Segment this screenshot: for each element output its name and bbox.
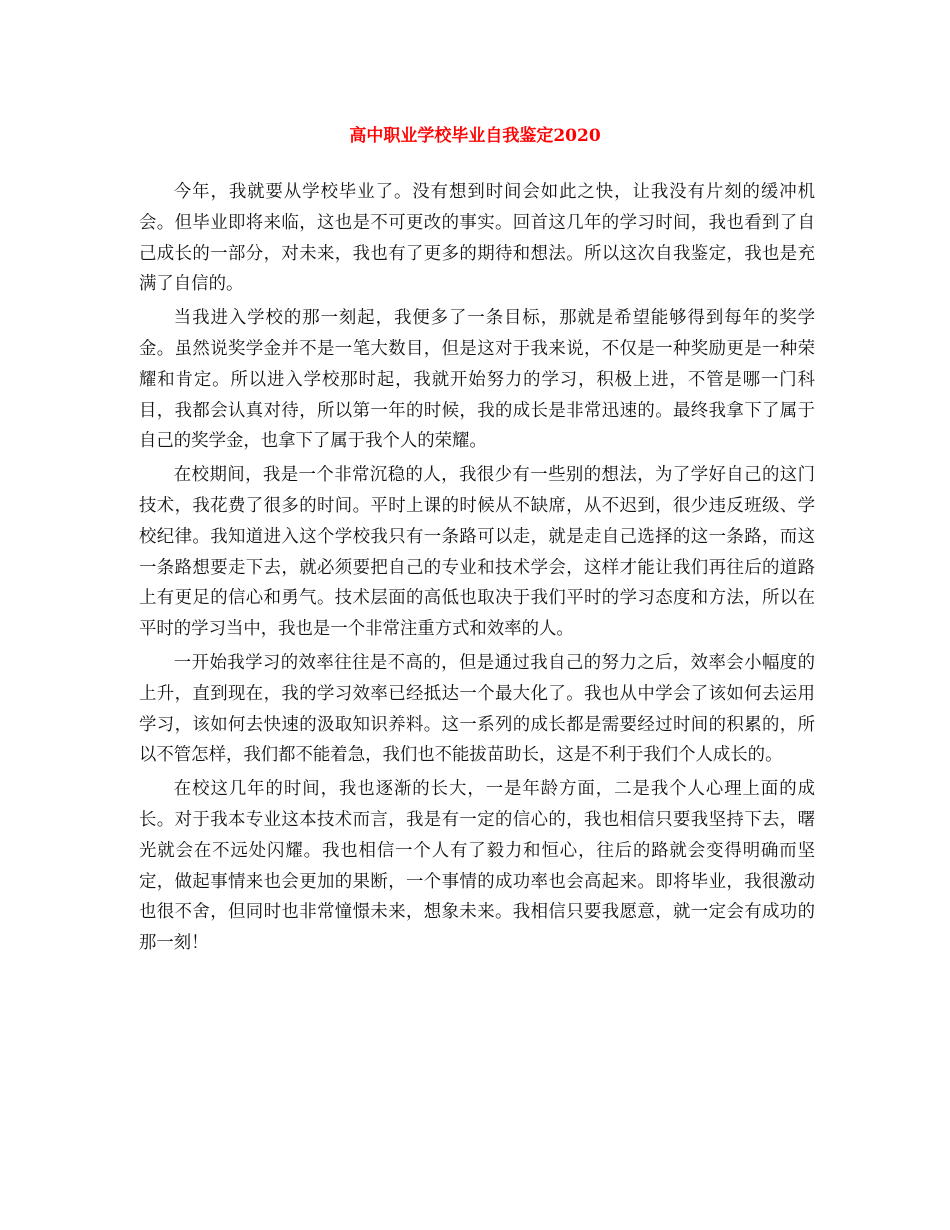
paragraph-1: 今年，我就要从学校毕业了。没有想到时间会如此之快，让我没有片刻的缓冲机会。但毕业即将来临，这也是不可更改的事实。回首这几年的学习时间，我也看到了自己成长的一部分，对未来，我也有了更多的期待和想法。所以这次自我鉴定，我也是充满了自信的。 xyxy=(139,182,815,295)
paragraph-5: 在校这几年的时间，我也逐渐的长大，一是年龄方面，二是我个人心理上面的成长。对于我本专业这本技术而言，我是有一定的信心的，我也相信只要我坚持下去，曙光就会在不远处闪耀。我也相信一个人有了毅力和恒心，往后的路就会变得明确而坚定，做起事情来也会更加的果断，一个事情的成功率也会高起来。即将毕业，我很激动也很不舍，但同时也非常憧憬未来，想象未来。我相信只要我愿意，就一定会有成功的那一刻！ xyxy=(139,779,815,954)
paragraph-4: 一开始我学习的效率往往是不高的，但是通过我自己的努力之后，效率会小幅度的上升，直到现在，我的学习效率已经抵达一个最大化了。我也从中学会了该如何去运用学习，该如何去快速的汲取知识养料。这一系列的成长都是需要经过时间的积累的，所以不管怎样，我们都不能着急，我们也不能拔苗助长，这是不利于我们个人成长的。 xyxy=(139,652,815,766)
document-body xyxy=(139,177,815,962)
paragraph-2: 当我进入学校的那一刻起，我便多了一条目标，那就是希望能够得到每年的奖学金。虽然说奖学金并不是一笔大数目，但是这对于我来说，不仅是一种奖励更是一种荣耀和肯定。所以进入学校那时起，我就开始努力的学习，积极上进，不管是哪一门科目，我都会认真对待，所以第一年的时候，我的成长是非常迅速的。最终我拿下了属于自己的奖学金，也拿下了属于我个人的荣耀。 xyxy=(139,308,815,452)
document-title: 高中职业学校毕业自我鉴定2020 xyxy=(349,126,601,146)
paragraph-3: 在校期间，我是一个非常沉稳的人，我很少有一些别的想法，为了学好自己的这门技术，我花费了很多的时间。平时上课的时候从不缺席，从不迟到，很少违反班级、学校纪律。我知道进入这个学校我只有一条路可以走，就是走自己选择的这一条路，而这一条路想要走下去，就必须要把自己的专业和技术学会，这样才能让我们再往后的道路上有更足的信心和勇气。技术层面的高低也取决于我们平时的学习态度和方法，所以在平时的学习当中，我也是一个非常注重方式和效率的人。 xyxy=(139,465,815,640)
